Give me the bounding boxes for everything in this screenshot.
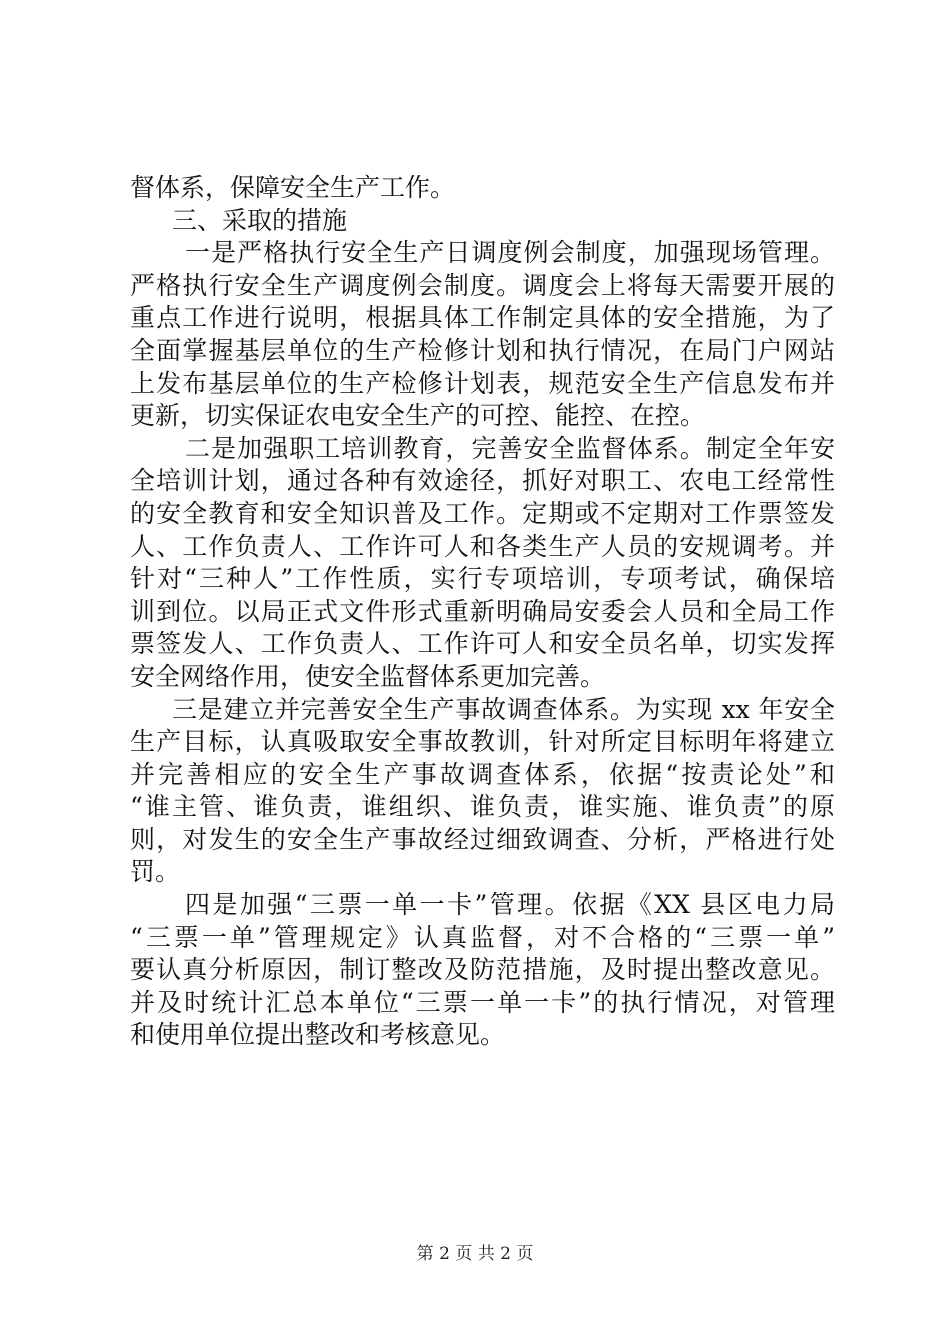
text-line: 人、工作负责人、工作许可人和各类生产人员的安规调考。并 (130, 531, 835, 561)
text-line: 的安全教育和安全知识普及工作。定期或不定期对工作票签发 (130, 498, 835, 528)
text-line: 全培训计划，通过各种有效途径，抓好对职工、农电工经常性 (130, 466, 835, 496)
text-line: “谁主管、谁负责，谁组织、谁负责，谁实施、谁负责”的原 (130, 792, 835, 822)
text-line: 三是建立并完善安全生产事故调查体系。为实现 xx 年安全 (172, 694, 835, 724)
text-line: 四是加强“三票一单一卡”管理。依据《XX 县区电力局 (185, 890, 835, 920)
text-line: 一是严格执行安全生产日调度例会制度，加强现场管理。 (185, 238, 835, 268)
text-line: 票签发人、工作负责人、工作许可人和安全员名单，切实发挥 (130, 629, 835, 659)
text-line: 和使用单位提出整改和考核意见。 (130, 1020, 506, 1050)
text-line: 并完善相应的安全生产事故调查体系，依据“按责论处”和 (130, 759, 835, 789)
text-line: “三票一单”管理规定》认真监督，对不合格的“三票一单” (130, 922, 835, 952)
text-line: 罚。 (130, 857, 181, 887)
text-line: 重点工作进行说明，根据具体工作制定具体的安全措施，为了 (130, 303, 835, 333)
text-line: 生产目标，认真吸取安全事故教训，针对所定目标明年将建立 (130, 727, 835, 757)
text-line: 督体系，保障安全生产工作。 (130, 173, 456, 202)
document-body (130, 172, 835, 1052)
text-line: 严格执行安全生产调度例会制度。调度会上将每天需要开展的 (130, 270, 835, 300)
text-line: 上发布基层单位的生产检修计划表，规范安全生产信息发布并 (130, 368, 835, 398)
text-line: 训到位。以局正式文件形式重新明确局安委会人员和全局工作 (130, 596, 835, 626)
page-number-footer: 第 2 页 共 2 页 (416, 1244, 534, 1264)
text-line: 安全网络作用，使安全监督体系更加完善。 (130, 661, 606, 691)
section-heading: 三、采取的措施 (172, 205, 348, 235)
text-line: 要认真分析原因，制订整改及防范措施，及时提出整改意见。 (130, 955, 835, 985)
text-line: 二是加强职工培训教育，完善安全监督体系。制定全年安 (185, 433, 835, 463)
text-line: 针对“三种人”工作性质，实行专项培训，专项考试，确保培 (130, 564, 835, 594)
text-line: 并及时统计汇总本单位“三票一单一卡”的执行情况，对管理 (130, 987, 835, 1017)
text-line: 则，对发生的安全生产事故经过细致调查、分析，严格进行处 (130, 824, 835, 854)
text-line: 更新，切实保证农电安全生产的可控、能控、在控。 (130, 401, 706, 431)
text-line: 全面掌握基层单位的生产检修计划和执行情况，在局门户网站 (130, 335, 835, 365)
